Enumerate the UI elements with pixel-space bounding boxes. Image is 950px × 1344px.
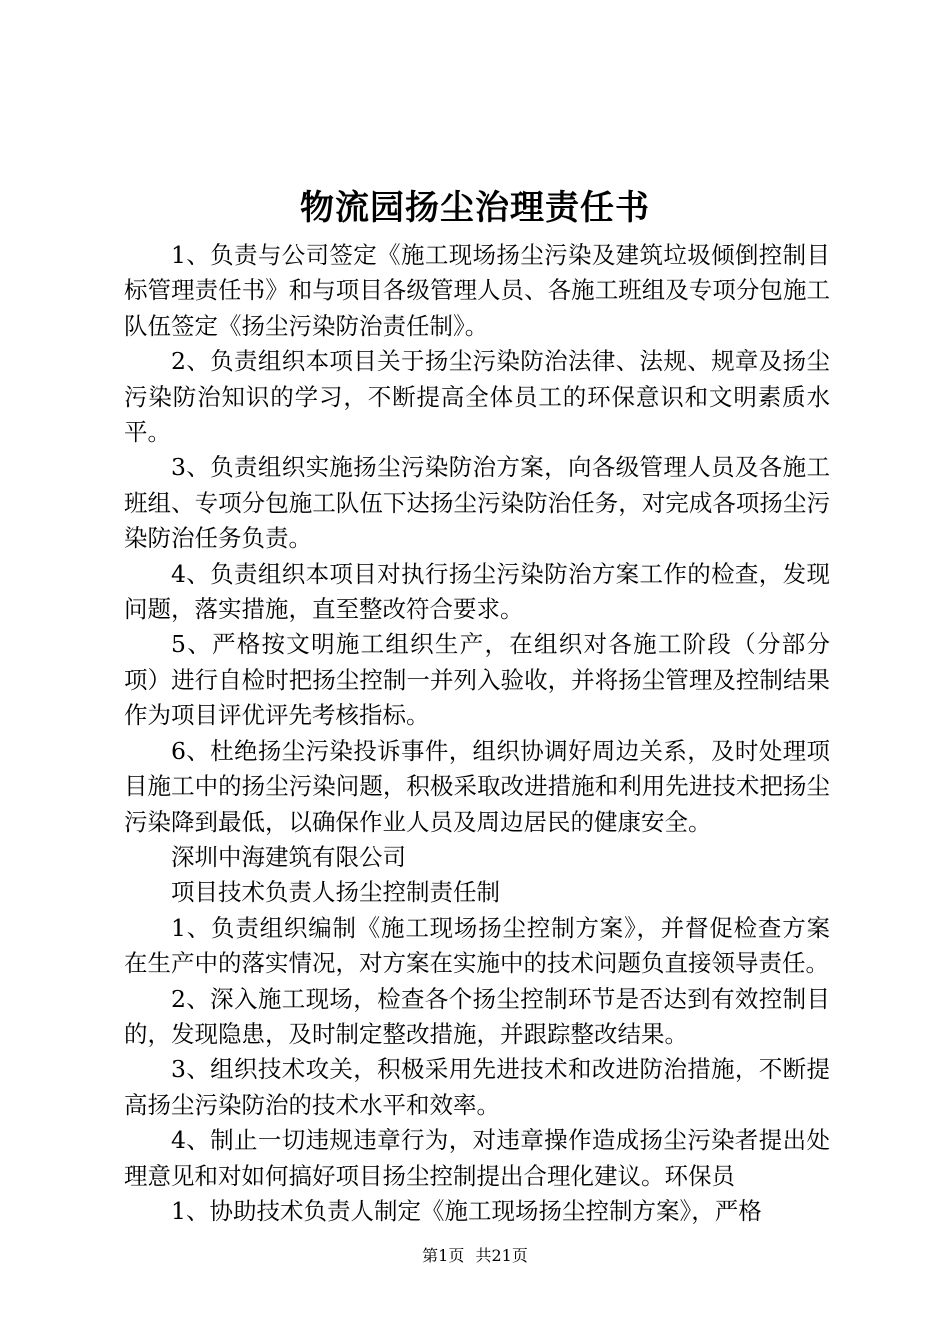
document-body bbox=[124, 238, 830, 1229]
company-name: 深圳中海建筑有限公司 bbox=[171, 842, 406, 871]
paragraph-3: 3、负责组织实施扬尘污染防治方案，向各级管理人员及各施工班组、专项分包施工队伍下达扬尘污染防治任务，对完成各项扬尘污染防治任务负责。 bbox=[124, 453, 830, 553]
page-total: 共21页 bbox=[475, 1246, 528, 1265]
paragraph-10: 4、制止一切违规违章行为，对违章操作造成扬尘污染者提出处理意见和对如何搞好项目扬尘控制提出合理化建议。环保员 bbox=[124, 1126, 830, 1190]
paragraph-8: 2、深入施工现场，检查各个扬尘控制环节是否达到有效控制目的，发现隐患，及时制定整改措施，并跟踪整改结果。 bbox=[124, 984, 830, 1048]
paragraph-9: 3、组织技术攻关，积极采用先进技术和改进防治措施，不断提高扬尘污染防治的技术水平和效率。 bbox=[124, 1055, 830, 1119]
paragraph-2: 2、负责组织本项目关于扬尘污染防治法律、法规、规章及扬尘污染防治知识的学习，不断提高全体员工的环保意识和文明素质水平。 bbox=[124, 347, 830, 447]
section-heading: 项目技术负责人扬尘控制责任制 bbox=[171, 878, 500, 907]
paragraph-5: 5、严格按文明施工组织生产，在组织对各施工阶段（分部分项）进行自检时把扬尘控制一并列入验收，并将扬尘管理及控制结果作为项目评优评先考核指标。 bbox=[124, 630, 830, 730]
paragraph-11: 1、协助技术负责人制定《施工现场扬尘控制方案》，严格 bbox=[171, 1196, 762, 1225]
paragraph-7: 1、负责组织编制《施工现场扬尘控制方案》，并督促检查方案在生产中的落实情况，对方案在实施中的技术问题负直接领导责任。 bbox=[124, 913, 830, 978]
page-number: 第1页 bbox=[422, 1246, 465, 1265]
paragraph-6: 6、杜绝扬尘污染投诉事件，组织协调好周边关系，及时处理项目施工中的扬尘污染问题，积极采取改进措施和利用先进技术把扬尘污染降到最低，以确保作业人员及周边居民的健康安全。 bbox=[124, 736, 830, 836]
page-footer bbox=[0, 1244, 950, 1268]
document-title: 物流园扬尘治理责任书 bbox=[300, 188, 650, 228]
paragraph-1: 1、负责与公司签定《施工现场扬尘污染及建筑垃圾倾倒控制目标管理责任书》和与项目各级管理人员、各施工班组及专项分包施工队伍签定《扬尘污染防治责任制》。 bbox=[124, 241, 830, 340]
paragraph-4: 4、负责组织本项目对执行扬尘污染防治方案工作的检查，发现问题，落实措施，直至整改符合要求。 bbox=[124, 559, 830, 624]
